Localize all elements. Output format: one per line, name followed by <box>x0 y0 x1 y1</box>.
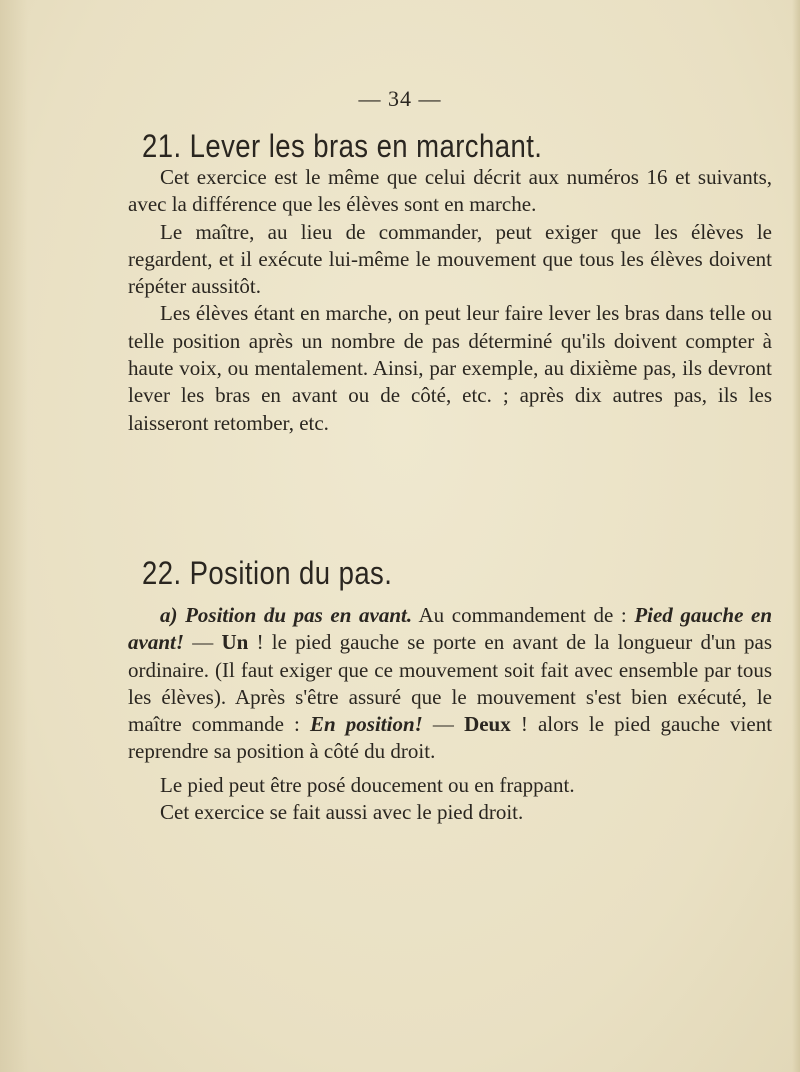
item-a-paragraph <box>128 602 772 766</box>
item-subtitle: Position du pas en avant. <box>185 603 413 627</box>
section-21-body <box>128 164 772 437</box>
paragraph: Cet exercice se fait aussi avec le pied droit. <box>160 800 524 825</box>
page-edge-shadow <box>792 0 800 1072</box>
paragraph: Le pied peut être posé doucement ou en frappant. <box>160 772 575 797</box>
dash: — <box>184 630 222 655</box>
count-word: Un <box>221 630 249 655</box>
paragraph: Cet exercice est le même que celui décrit aux numéros 16 et suivants, avec la différence que les élèves sont en marche. <box>128 165 772 217</box>
count-word: Deux <box>464 712 511 737</box>
paragraph: Le maître, au lieu de commander, peut exiger que les élèves le regardent, et il exécute lui-même le mouvement que tous les élèves doivent répéter aussitôt. <box>128 219 772 299</box>
command-text: Pied gauche en avant! <box>128 603 772 655</box>
item-text: ! le pied gauche se porte en avant de la longueur d'un pas ordinaire. (Il faut exiger que ce mouvement soit fait avec ensemble par tous les élèves). Après s'être assuré que le mouvement s'est bien exécuté, le maître commande : <box>128 630 772 737</box>
page-spine-shadow <box>0 0 28 1072</box>
page-number: — 34 — <box>358 86 442 111</box>
item-marker: a) <box>160 603 178 627</box>
section-22-body <box>128 602 772 826</box>
section-22-heading: 22. Position du pas. <box>142 555 393 591</box>
item-text: ! alors le pied gauche vient reprendre sa position à côté du droit. <box>128 712 773 764</box>
item-text: Au commandement de : <box>412 603 635 627</box>
section-21-heading: 21. Lever les bras en marchant. <box>142 128 543 164</box>
dash: — <box>422 712 465 737</box>
paragraph: Les élèves étant en marche, on peut leur faire lever les bras dans telle ou telle position après un nombre de pas déterminé qu'ils doivent compter à haute voix, ou mentalement. Ainsi, par exemple, au dixième pas, ils devront lever les bras en avant ou de côté, etc. ; après dix autres pas, ils les laisseront retomber, etc. <box>128 301 772 435</box>
command-text: En position! <box>309 712 423 737</box>
